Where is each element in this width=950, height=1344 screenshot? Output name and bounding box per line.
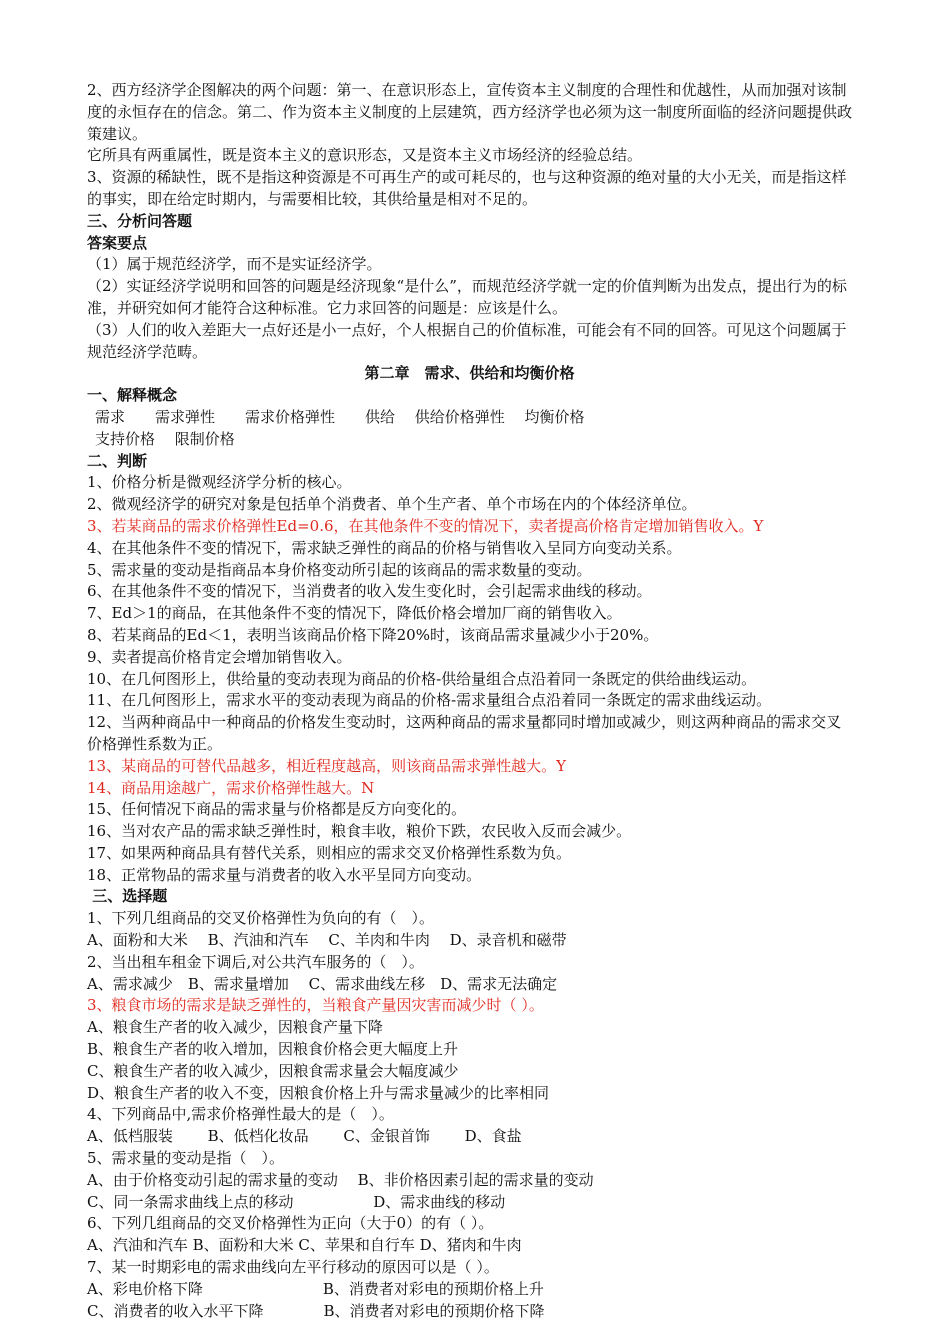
section-heading: 三、选择题 [87,887,168,906]
choice-item: A、汽油和汽车 B、面粉和大米 C、苹果和自行车 D、猪肉和牛肉 [87,1236,522,1255]
choice-item: 7、某一时期彩电的需求曲线向左平行移动的原因可以是（ ）。 [87,1258,499,1277]
choice-item: 2、当出租车租金下调后,对公共汽车服务的（ ）。 [87,952,424,971]
choice-item: 6、下列几组商品的交叉价格弹性为正向（大于0）的有（ ）。 [87,1214,494,1233]
section-heading: 三、分析问答题 [87,211,193,230]
judge-list [87,472,852,886]
choice-item: 1、下列几组商品的交叉价格弹性为负向的有（ ）。 [87,909,435,928]
paragraph: 它所具有两重属性，既是资本主义的意识形态，又是资本主义市场经济的经验总结。 [87,146,643,165]
judge-item: 11、在几何图形上，需求水平的变动表现为商品的价格-需求量组合点沿着同一条既定的需求曲线运动。 [87,691,772,710]
section-heading: 二、判断 [87,451,148,470]
judge-item: 6、在其他条件不变的情况下，当消费者的收入发生变化时，会引起需求曲线的移动。 [87,582,652,601]
paragraph: 2、西方经济学企图解决的两个问题：第一、在意识形态上，宣传资本主义制度的合理性和优越性，从而加强对该制度的永恒存在的信念。第二、作为资本主义制度的上层建筑，西方经济学也必须为这一制度所面临的经济问题提供政策建议。 [87,81,853,143]
judge-item: 3、若某商品的需求价格弹性Ed=0.6，在其他条件不变的情况下，卖者提高价格肯定增加销售收入。Y [87,516,764,535]
choice-item: A、彩电价格下降 B、消费者对彩电的预期价格上升 [87,1279,544,1298]
concept-list: 支持价格 限制价格 [95,429,235,448]
subsection-heading: 答案要点 [87,233,148,252]
choice-item: D、粮食生产者的收入不变，因粮食价格上升与需求量减少的比率相同 [87,1083,550,1102]
judge-item: 12、当两种商品中一种商品的价格发生变动时，这两种商品的需求量都同时增加或减少，则这两种商品的需求交叉价格弹性系数为正。 [87,713,842,753]
choice-list [87,908,852,1322]
answer-item: （2）实证经济学说明和回答的问题是经济现象“是什么”，而规范经济学就一定的价值判断为出发点，提出行为的标准，并研究如何才能符合这种标准。它力求回答的问题是：应该是什么。 [87,277,847,317]
choice-item: A、面粉和大米 B、汽油和汽车 C、羊肉和牛肉 D、录音机和磁带 [87,931,567,950]
judge-item: 18、正常物品的需求量与消费者的收入水平呈同方向变动。 [87,865,482,884]
judge-item: 4、在其他条件不变的情况下，需求缺乏弹性的商品的价格与销售收入呈同方向变动关系。 [87,538,682,557]
choice-item: 3、粮食市场的需求是缺乏弹性的，当粮食产量因灾害而减少时（ ）。 [87,996,544,1015]
answer-item: （1）属于规范经济学，而不是实证经济学。 [87,255,382,274]
chapter-title: 第二章 需求、供给和均衡价格 [364,364,575,383]
judge-item: 15、任何情况下商品的需求量与价格都是反方向变化的。 [87,800,467,819]
concept-list: 需求 需求弹性 需求价格弹性 供给 供给价格弹性 均衡价格 [95,407,585,426]
judge-item: 8、若某商品的Ed＜1，表明当该商品价格下降20%时，该商品需求量减少小于20%。 [87,625,659,644]
judge-item: 9、卖者提高价格肯定会增加销售收入。 [87,647,352,666]
choice-item: C、消费者的收入水平下降 B、消费者对彩电的预期价格下降 [87,1301,545,1320]
section-heading: 一、解释概念 [87,386,178,405]
choice-item: A、粮食生产者的收入减少，因粮食产量下降 [87,1018,383,1037]
choice-item: A、低档服装 B、低档化妆品 C、金银首饰 D、食盐 [87,1127,522,1146]
judge-item: 7、Ed＞1的商品，在其他条件不变的情况下，降低价格会增加厂商的销售收入。 [87,604,622,623]
judge-item: 17、如果两种商品具有替代关系，则相应的需求交叉价格弹性系数为负。 [87,843,572,862]
choice-item: C、粮食生产者的收入减少，因粮食需求量会大幅度减少 [87,1061,459,1080]
choice-item: 4、下列商品中,需求价格弹性最大的是（ ）。 [87,1105,394,1124]
choice-item: B、粮食生产者的收入增加，因粮食价格会更大幅度上升 [87,1040,459,1059]
judge-item: 1、价格分析是微观经济学分析的核心。 [87,473,352,492]
judge-item: 10、在几何图形上，供给量的变动表现为商品的价格-供给量组合点沿着同一条既定的供给曲线运动。 [87,669,757,688]
judge-item: 16、当对农产品的需求缺乏弹性时，粮食丰收，粮价下跌，农民收入反而会减少。 [87,822,632,841]
judge-item: 5、需求量的变动是指商品本身价格变动所引起的该商品的需求数量的变动。 [87,560,592,579]
choice-item: A、由于价格变动引起的需求量的变动 B、非价格因素引起的需求量的变动 [87,1170,594,1189]
choice-item: A、需求减少 B、需求量增加 C、需求曲线左移 D、需求无法确定 [87,974,558,993]
judge-item: 13、某商品的可替代品越多，相近程度越高，则该商品需求弹性越大。Y [87,756,566,775]
answer-item: （3）人们的收入差距大一点好还是小一点好，个人根据自己的价值标准，可能会有不同的回答。可见这个问题属于规范经济学范畴。 [87,320,847,361]
choice-item: 5、需求量的变动是指（ ）。 [87,1149,285,1168]
paragraph: 3、资源的稀缺性，既不是指这种资源是不可再生产的或可耗尽的，也与这种资源的绝对量的大小无关，而是指这样的事实，即在给定时期内，与需要相比较，其供给量是相对不足的。 [87,168,847,208]
judge-item: 14、商品用途越广，需求价格弹性越大。N [87,778,375,797]
choice-item: C、同一条需求曲线上点的移动 D、需求曲线的移动 [87,1192,506,1211]
judge-item: 2、微观经济学的研究对象是包括单个消费者、单个生产者、单个市场在内的个体经济单位。 [87,495,697,514]
